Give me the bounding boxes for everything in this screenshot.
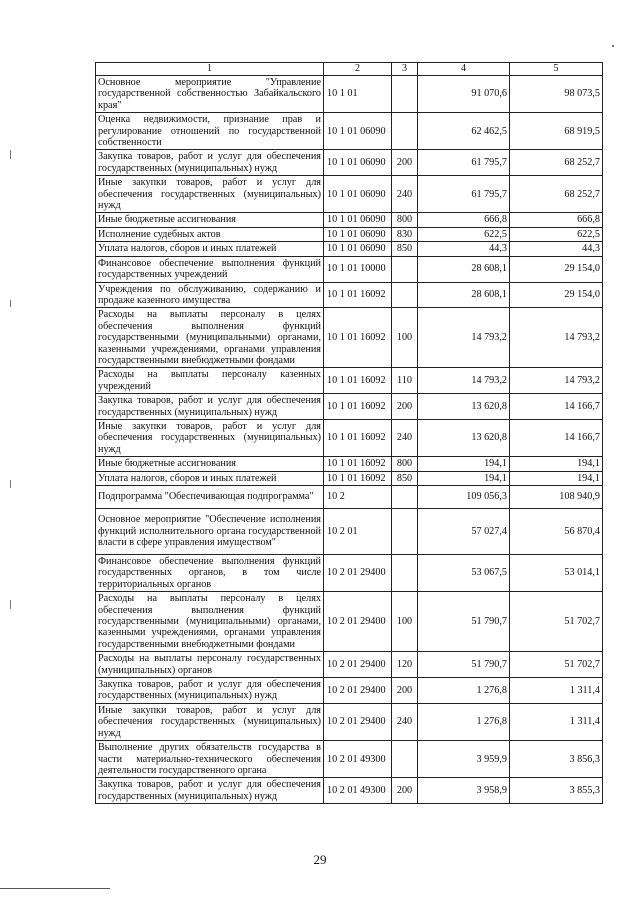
- row-type: [392, 509, 418, 555]
- row-name: Подпрограмма "Обеспечивающая подпрограмма": [96, 486, 324, 509]
- table-row: [96, 471, 603, 485]
- table-row: [96, 555, 603, 592]
- row-value-2: 666,8: [510, 213, 603, 227]
- row-value-1: 61 795,7: [418, 176, 510, 213]
- row-code: 10 2 01 29400: [324, 678, 392, 704]
- scan-mark: [612, 45, 614, 47]
- row-value-2: 3 856,3: [510, 741, 603, 778]
- row-value-1: 51 790,7: [418, 592, 510, 652]
- row-value-1: 3 958,9: [418, 778, 510, 804]
- row-value-1: 14 793,2: [418, 308, 510, 368]
- table-row: [96, 308, 603, 368]
- row-value-1: 91 070,6: [418, 76, 510, 113]
- row-value-1: 1 276,8: [418, 678, 510, 704]
- row-type: 240: [392, 703, 418, 740]
- row-value-2: 51 702,7: [510, 592, 603, 652]
- table-row: [96, 678, 603, 704]
- row-code: 10 1 01 06090: [324, 242, 392, 256]
- row-value-1: 61 795,7: [418, 150, 510, 176]
- budget-table: [95, 62, 603, 804]
- row-name: Закупка товаров, работ и услуг для обеспечения государственных (муниципальных) нужд: [96, 778, 324, 804]
- row-name: Расходы на выплаты персоналу казенных учреждений: [96, 368, 324, 394]
- row-type: 120: [392, 652, 418, 678]
- header-col-4: 4: [418, 63, 510, 76]
- row-value-2: 68 252,7: [510, 176, 603, 213]
- row-name: Оценка недвижимости, признание прав и регулирование отношений по государственной собственности: [96, 113, 324, 150]
- row-value-1: 14 793,2: [418, 368, 510, 394]
- header-col-5: 5: [510, 63, 603, 76]
- row-value-2: 622,5: [510, 227, 603, 241]
- table-row: [96, 113, 603, 150]
- row-code: 10 1 01 06090: [324, 176, 392, 213]
- row-name: Иные закупки товаров, работ и услуг для обеспечения государственных (муниципальных) нужд: [96, 703, 324, 740]
- row-type: [392, 741, 418, 778]
- header-row: [96, 63, 603, 76]
- row-type: 200: [392, 778, 418, 804]
- row-code: 10 1 01 06090: [324, 113, 392, 150]
- row-value-2: 29 154,0: [510, 256, 603, 282]
- row-code: 10 1 01 10000: [324, 256, 392, 282]
- row-name: Исполнение судебных актов: [96, 227, 324, 241]
- row-code: 10 1 01: [324, 76, 392, 113]
- row-type: 830: [392, 227, 418, 241]
- row-name: Закупка товаров, работ и услуг для обеспечения государственных (муниципальных) нужд: [96, 150, 324, 176]
- row-name: Расходы на выплаты персоналу государственных (муниципальных) органов: [96, 652, 324, 678]
- row-code: 10 1 01 16092: [324, 457, 392, 471]
- table-row: [96, 703, 603, 740]
- row-value-1: 28 608,1: [418, 256, 510, 282]
- row-code: 10 1 01 06090: [324, 213, 392, 227]
- row-type: [392, 282, 418, 308]
- row-value-2: 14 166,7: [510, 419, 603, 456]
- row-value-1: 666,8: [418, 213, 510, 227]
- row-value-1: 13 620,8: [418, 419, 510, 456]
- table-row: [96, 176, 603, 213]
- row-code: 10 2 01 29400: [324, 555, 392, 592]
- row-code: 10 1 01 16092: [324, 308, 392, 368]
- scan-mark: [10, 600, 11, 609]
- table-row: [96, 509, 603, 555]
- row-type: 110: [392, 368, 418, 394]
- row-value-1: 62 462,5: [418, 113, 510, 150]
- row-code: 10 2 01 29400: [324, 652, 392, 678]
- row-value-1: 194,1: [418, 471, 510, 485]
- row-value-2: 29 154,0: [510, 282, 603, 308]
- row-name: Закупка товаров, работ и услуг для обеспечения государственных (муниципальных) нужд: [96, 678, 324, 704]
- table-row: [96, 652, 603, 678]
- row-type: 240: [392, 419, 418, 456]
- row-value-2: 108 940,9: [510, 486, 603, 509]
- row-code: 10 2 01 49300: [324, 741, 392, 778]
- row-name: Выполнение других обязательств государства в части материально-технического обеспечения деятельности государственного органа: [96, 741, 324, 778]
- row-value-2: 51 702,7: [510, 652, 603, 678]
- row-name: Расходы на выплаты персоналу в целях обеспечения выполнения функций государственными (муниципальными) органами, казенными учреждениями, органами управления государственными внебюджетными фондами: [96, 308, 324, 368]
- row-type: 850: [392, 471, 418, 485]
- row-type: 100: [392, 592, 418, 652]
- row-name: Финансовое обеспечение выполнения функций государственных учреждений: [96, 256, 324, 282]
- row-value-2: 14 793,2: [510, 308, 603, 368]
- row-code: 10 2 01: [324, 509, 392, 555]
- table-row: [96, 778, 603, 804]
- row-value-2: 44,3: [510, 242, 603, 256]
- row-value-1: 622,5: [418, 227, 510, 241]
- row-value-1: 1 276,8: [418, 703, 510, 740]
- row-name: Уплата налогов, сборов и иных платежей: [96, 242, 324, 256]
- row-type: 100: [392, 308, 418, 368]
- row-code: 10 1 01 16092: [324, 368, 392, 394]
- page-number: 29: [313, 852, 327, 867]
- row-type: [392, 113, 418, 150]
- table-row: [96, 457, 603, 471]
- row-type: [392, 486, 418, 509]
- row-type: 800: [392, 457, 418, 471]
- row-value-1: 44,3: [418, 242, 510, 256]
- table-row: [96, 282, 603, 308]
- row-value-1: 3 959,9: [418, 741, 510, 778]
- row-type: 200: [392, 394, 418, 420]
- row-code: 10 1 01 06090: [324, 150, 392, 176]
- table-row: [96, 486, 603, 509]
- header-col-2: 2: [324, 63, 392, 76]
- row-type: 200: [392, 678, 418, 704]
- row-code: 10 2 01 49300: [324, 778, 392, 804]
- footer-rule: [0, 888, 110, 889]
- row-type: 240: [392, 176, 418, 213]
- row-value-1: 28 608,1: [418, 282, 510, 308]
- row-code: 10 1 01 16092: [324, 419, 392, 456]
- table-row: [96, 419, 603, 456]
- row-value-2: 1 311,4: [510, 703, 603, 740]
- row-value-1: 194,1: [418, 457, 510, 471]
- row-code: 10 1 01 16092: [324, 394, 392, 420]
- row-value-1: 109 056,3: [418, 486, 510, 509]
- row-name: Основное мероприятие "Обеспечение исполнения функций исполнительного органа государственной власти в сфере управления имуществом": [96, 509, 324, 555]
- row-name: Расходы на выплаты персоналу в целях обеспечения выполнения функций государственными (муниципальными) органами, казенными учреждениями, органами управления государственными внебюджетными фондами: [96, 592, 324, 652]
- row-code: 10 1 01 16092: [324, 282, 392, 308]
- row-value-2: 194,1: [510, 471, 603, 485]
- row-value-1: 57 027,4: [418, 509, 510, 555]
- row-value-1: 51 790,7: [418, 652, 510, 678]
- row-name: Учреждения по обслуживанию, содержанию и продаже казенного имущества: [96, 282, 324, 308]
- row-name: Иные бюджетные ассигнования: [96, 457, 324, 471]
- row-type: 850: [392, 242, 418, 256]
- scan-mark: [10, 150, 11, 159]
- header-col-1: 1: [96, 63, 324, 76]
- scan-mark: [10, 480, 11, 488]
- table-row: [96, 368, 603, 394]
- row-value-2: 194,1: [510, 457, 603, 471]
- row-name: Основное мероприятие "Управление государственной собственностью Забайкальского края": [96, 76, 324, 113]
- row-value-2: 68 919,5: [510, 113, 603, 150]
- table-row: [96, 394, 603, 420]
- scan-mark: [10, 300, 11, 307]
- row-name: Иные закупки товаров, работ и услуг для обеспечения государственных (муниципальных) нужд: [96, 176, 324, 213]
- table-row: [96, 227, 603, 241]
- row-value-2: 14 793,2: [510, 368, 603, 394]
- row-value-1: 13 620,8: [418, 394, 510, 420]
- row-value-2: 1 311,4: [510, 678, 603, 704]
- row-value-2: 14 166,7: [510, 394, 603, 420]
- row-name: Иные закупки товаров, работ и услуг для обеспечения государственных (муниципальных) нужд: [96, 419, 324, 456]
- row-value-2: 3 855,3: [510, 778, 603, 804]
- table-row: [96, 592, 603, 652]
- header-col-3: 3: [392, 63, 418, 76]
- row-value-2: 53 014,1: [510, 555, 603, 592]
- row-code: 10 1 01 16092: [324, 471, 392, 485]
- row-name: Финансовое обеспечение выполнения функций государственных органов, в том числе территориальных органов: [96, 555, 324, 592]
- row-value-2: 98 073,5: [510, 76, 603, 113]
- row-type: [392, 555, 418, 592]
- row-type: [392, 76, 418, 113]
- row-code: 10 2 01 29400: [324, 592, 392, 652]
- row-name: Уплата налогов, сборов и иных платежей: [96, 471, 324, 485]
- row-type: 200: [392, 150, 418, 176]
- table-row: [96, 256, 603, 282]
- table-row: [96, 213, 603, 227]
- table-row: [96, 76, 603, 113]
- row-value-1: 53 067,5: [418, 555, 510, 592]
- table-row: [96, 741, 603, 778]
- row-value-2: 56 870,4: [510, 509, 603, 555]
- row-value-2: 68 252,7: [510, 150, 603, 176]
- row-type: [392, 256, 418, 282]
- row-name: Иные бюджетные ассигнования: [96, 213, 324, 227]
- row-code: 10 2: [324, 486, 392, 509]
- table-row: [96, 242, 603, 256]
- row-code: 10 2 01 29400: [324, 703, 392, 740]
- table-row: [96, 150, 603, 176]
- row-name: Закупка товаров, работ и услуг для обеспечения государственных (муниципальных) нужд: [96, 394, 324, 420]
- row-type: 800: [392, 213, 418, 227]
- row-code: 10 1 01 06090: [324, 227, 392, 241]
